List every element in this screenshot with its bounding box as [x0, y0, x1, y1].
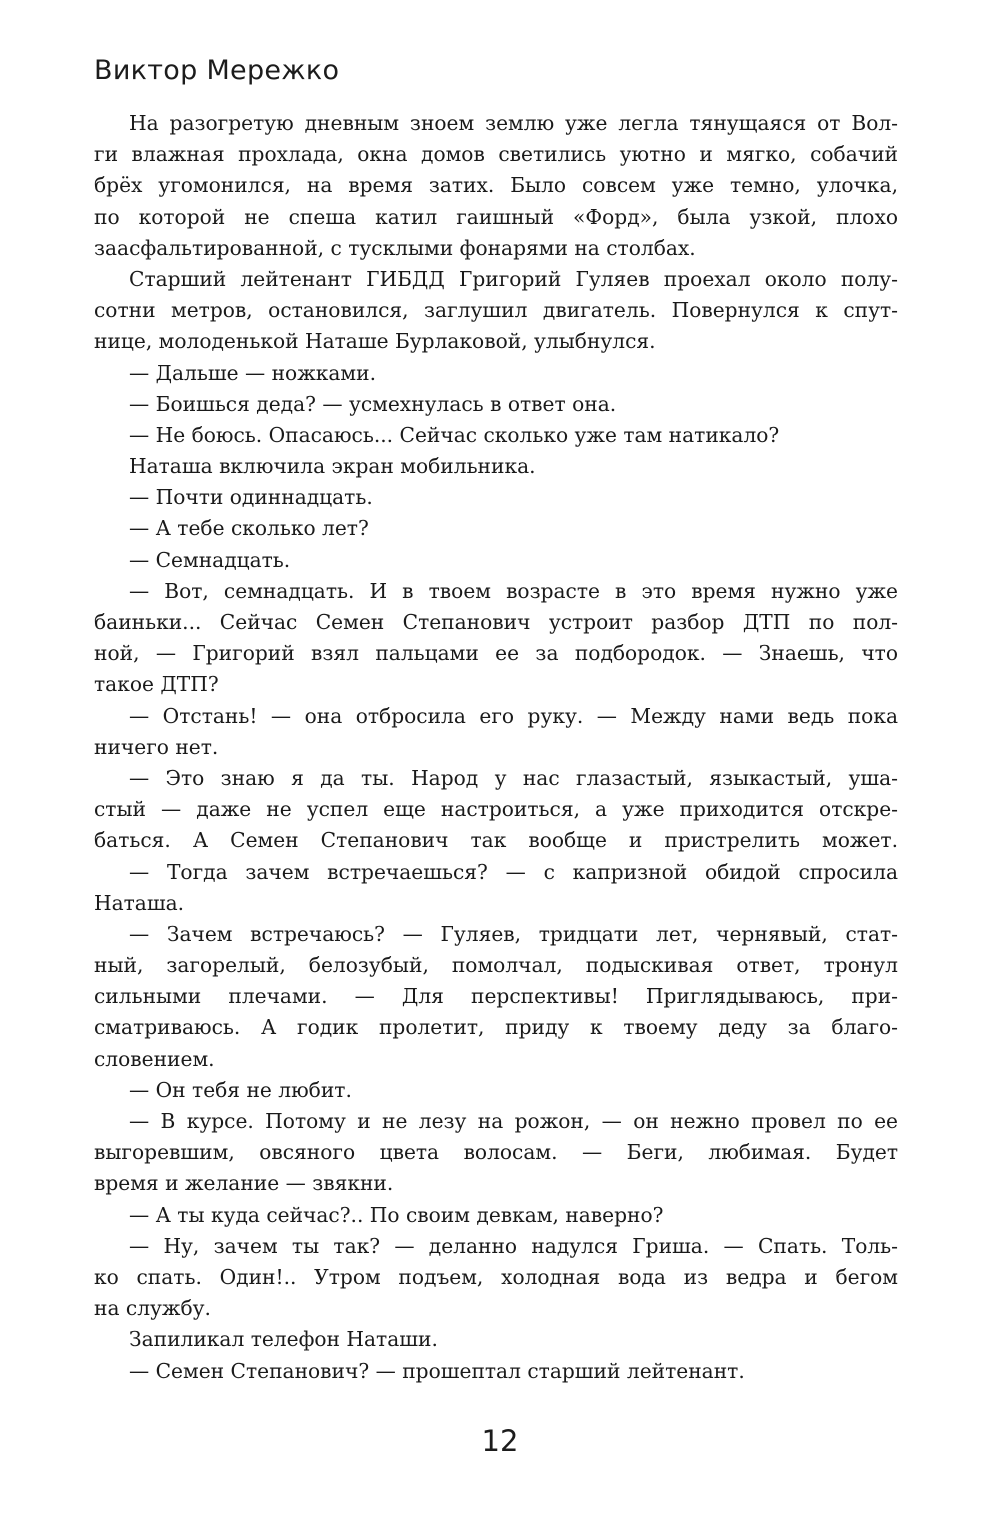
text-line: ко спать. Один!.. Утром подъем, холодная вода из ведра и бегом	[94, 1264, 898, 1289]
text-line: сотни метров, остановился, заглушил двигатель. Повернулся к спут-	[94, 298, 898, 323]
text-line: — В курсе. Потому и не лезу на рожон, — он нежно провел по ее	[129, 1109, 898, 1133]
text-line: Старший лейтенант ГИБДД Григорий Гуляев проехал около полу-	[129, 266, 898, 291]
text-line: — Не боюсь. Опасаюсь... Сейчас сколько уже там натикало?	[129, 422, 780, 447]
text-line: — Отстань! — она отбросила его руку. — Между нами ведь пока	[129, 703, 898, 728]
text-line: ный, загорелый, белозубый, помолчал, подыскивая ответ, тронул	[94, 953, 898, 978]
text-line: — Боишься деда? — усмехнулась в ответ она.	[129, 391, 617, 416]
text-line: Наташа включила экран мобильника.	[129, 454, 536, 479]
running-head-author: Виктор Мережко	[94, 55, 340, 86]
text-line: баться. А Семен Степанович так вообще и пристрелить может.	[94, 828, 898, 853]
text-line: время и желание — звякни.	[94, 1171, 394, 1196]
text-line: — Семен Степанович? — прошептал старший лейтенант.	[129, 1358, 745, 1383]
text-line: — Зачем встречаюсь? — Гуляев, тридцати лет, чернявый, стат-	[129, 921, 898, 946]
text-line: баиньки... Сейчас Семен Степанович устроит разбор ДТП по пол-	[94, 610, 898, 634]
text-line: нице, молоденькой Наташе Бурлаковой, улыбнулся.	[94, 329, 656, 354]
body-text	[94, 108, 898, 1387]
text-line: — Это знаю я да ты. Народ у нас глазастый, языкастый, уша-	[129, 765, 898, 790]
text-line: — Вот, семнадцать. И в твоем возрасте в это время нужно уже	[129, 578, 898, 603]
text-line: — Ну, зачем ты так? — деланно надулся Гриша. — Спать. Толь-	[129, 1233, 898, 1258]
text-line: такое ДТП?	[94, 672, 219, 697]
text-line: сматриваюсь. А годик пролетит, приду к твоему деду за благо-	[94, 1015, 898, 1040]
text-line: стый — даже не успел еще настроиться, а уже приходится отскре-	[94, 797, 898, 822]
text-line: На разогретую дневным зноем землю уже легла тянущаяся от Вол-	[129, 111, 898, 135]
text-line: ной, — Григорий взял пальцами ее за подбородок. — Знаешь, что	[94, 641, 898, 666]
text-line: брёх угомонился, на время затих. Было совсем уже темно, улочка,	[94, 173, 898, 198]
text-line: сильными плечами. — Для перспективы! Приглядываюсь, при-	[94, 984, 898, 1009]
text-line: — Семнадцать.	[129, 547, 291, 572]
text-line: — Он тебя не любит.	[129, 1077, 352, 1102]
text-line: выгоревшим, овсяного цвета волосам. — Беги, любимая. Будет	[94, 1140, 898, 1165]
text-line: по которой не спеша катил гаишный «Форд», была узкой, плохо	[94, 204, 898, 229]
text-line: Наташа.	[94, 890, 185, 915]
text-line: — Почти одиннадцать.	[129, 485, 373, 510]
text-line: — А тебе сколько лет?	[129, 516, 369, 541]
text-line: заасфальтированной, с тусклыми фонарями на столбах.	[94, 235, 696, 260]
text-line: — А ты куда сейчас?.. По своим девкам, наверно?	[129, 1202, 664, 1227]
text-line: словением.	[94, 1046, 215, 1071]
text-line: ги влажная прохлада, окна домов светились уютно и мягко, собачий	[94, 142, 898, 167]
page-number: 12	[481, 1424, 519, 1458]
text-line: — Тогда зачем встречаешься? — с капризной обидой спросила	[129, 859, 898, 884]
text-line: на службу.	[94, 1296, 211, 1321]
text-line: ничего нет.	[94, 734, 219, 759]
text-line: Запиликал телефон Наташи.	[129, 1327, 438, 1352]
text-line: — Дальше — ножками.	[129, 360, 377, 385]
